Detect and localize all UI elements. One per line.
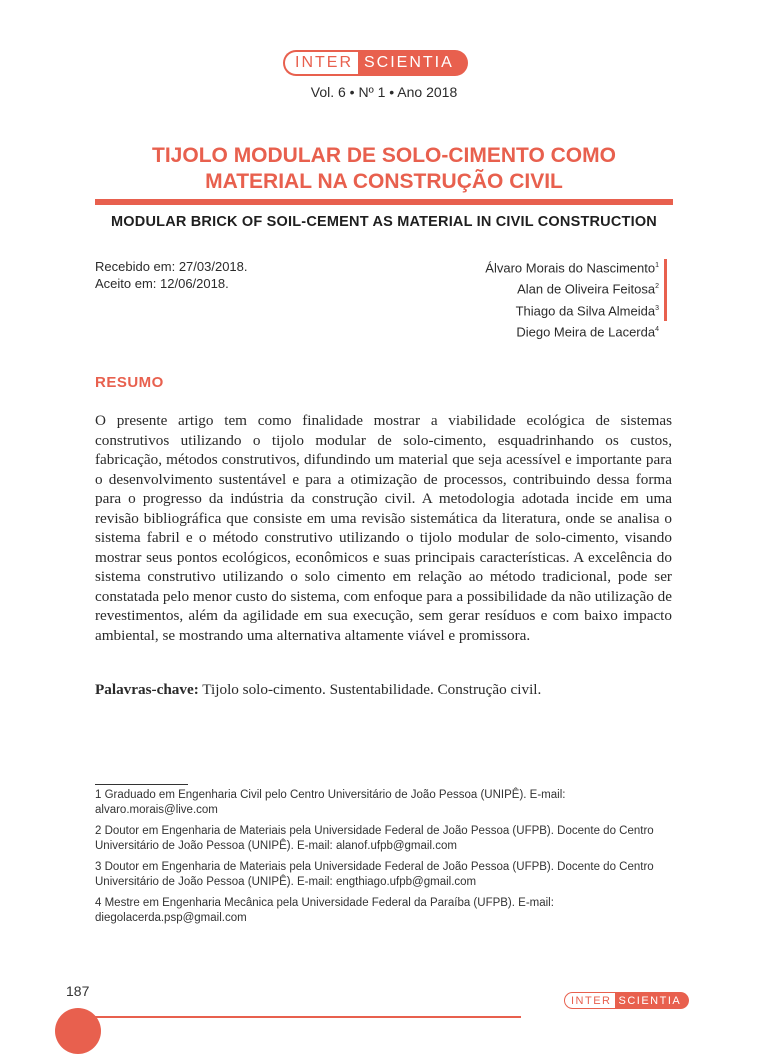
abstract-text: O presente artigo tem como finalidade mostrar a viabilidade ecológica de sistemas construtivos utilizando o tijolo modular de solo-cimento, esquadrinhando os custos, fabricação, métodos construtivos, difundindo um material que seja acessível e importante para o desenvolvimento sustentável e para a otimização de processos, contribuindo dessa forma para o progresso da indústria da construção civil. A metodologia adotada incide em uma revisão bibliográfica que consiste em uma revisão sistemática da literatura, onde se analisa o sistema fabril e o método construtivo utilizando o tijolo modular de solo-cimento, visando mostrar seus pontos ecológicos, econômicos e suas principais características. A excelência do sistema construtivo utilizando o solo cimento em relação ao método tradicional, pode ser constatada pelo menor custo do sistema, com enfoque para a possibilidade da não utilização de revestimentos, além da agilidade em sua execução, sem gerar resíduos e com baixo impacto ambiental, se mostrando uma alternativa altamente viável e promissora.	[95, 412, 672, 644]
logo-inter-text: INTER	[283, 50, 358, 76]
footnote-2: 2 Doutor em Engenharia de Materiais pela Universidade Federal de João Pessoa (UFPB). Docente do Centro Universitário de João Pessoa (UNIPÊ). E-mail: alanof.ufpb@gmail.com	[95, 825, 654, 852]
article-title	[95, 143, 673, 195]
keywords	[95, 681, 672, 699]
article-subtitle: MODULAR BRICK OF SOIL-CEMENT AS MATERIAL IN CIVIL CONSTRUCTION	[111, 214, 657, 230]
title-line-1: TIJOLO MODULAR DE SOLO-CIMENTO COMO	[152, 144, 616, 167]
abstract-heading: RESUMO	[95, 374, 164, 391]
journal-logo	[283, 50, 468, 76]
submission-dates	[95, 258, 248, 292]
volume-info: Vol. 6 • Nº 1 • Ano 2018	[310, 84, 458, 100]
author-accent-bar	[664, 259, 667, 321]
title-line-2: MATERIAL NA CONSTRUÇÃO CIVIL	[205, 170, 563, 193]
footnote-4: 4 Mestre em Engenharia Mecânica pela Universidade Federal da Paraíba (UFPB). E-mail: diegolacerda.psp@gmail.com	[95, 897, 554, 924]
footer-logo-scientia-text: SCIENTIA	[615, 992, 690, 1009]
footnote-divider	[95, 784, 188, 785]
author: Alan de Oliveira Feitosa$^2$	[517, 281, 659, 297]
footnote-3: 3 Doutor em Engenharia de Materiais pela Universidade Federal de João Pessoa (UFPB). Docente do Centro Universitário de João Pessoa (UNIPÊ). E-mail: engthiago.ufpb@gmail.com	[95, 861, 654, 888]
logo-scientia-text: SCIENTIA	[358, 50, 468, 76]
footer-accent-line	[95, 1016, 521, 1018]
title-divider	[95, 199, 673, 205]
received-date: Recebido em: 27/03/2018.	[95, 259, 248, 274]
author: Álvaro Morais do Nascimento$^1$	[485, 260, 659, 276]
accepted-date: Aceito em: 12/06/2018.	[95, 276, 229, 291]
footer-accent-circle	[55, 1008, 101, 1054]
page-number: 187	[66, 983, 90, 999]
keywords-label: Palavras-chave:	[95, 681, 199, 698]
footer-logo	[564, 992, 689, 1009]
author-list	[485, 256, 659, 341]
footnotes	[95, 788, 675, 932]
keywords-text: Tijolo solo-cimento. Sustentabilidade. Construção civil.	[202, 681, 542, 698]
footnote-1: 1 Graduado em Engenharia Civil pelo Centro Universitário de João Pessoa (UNIPÊ). E-mail: alvaro.morais@live.com	[95, 789, 566, 816]
footer-logo-inter-text: INTER	[564, 992, 615, 1009]
author: Thiago da Silva Almeida$^3$	[515, 302, 659, 318]
author: Diego Meira de Lacerda$^4$	[516, 324, 659, 340]
